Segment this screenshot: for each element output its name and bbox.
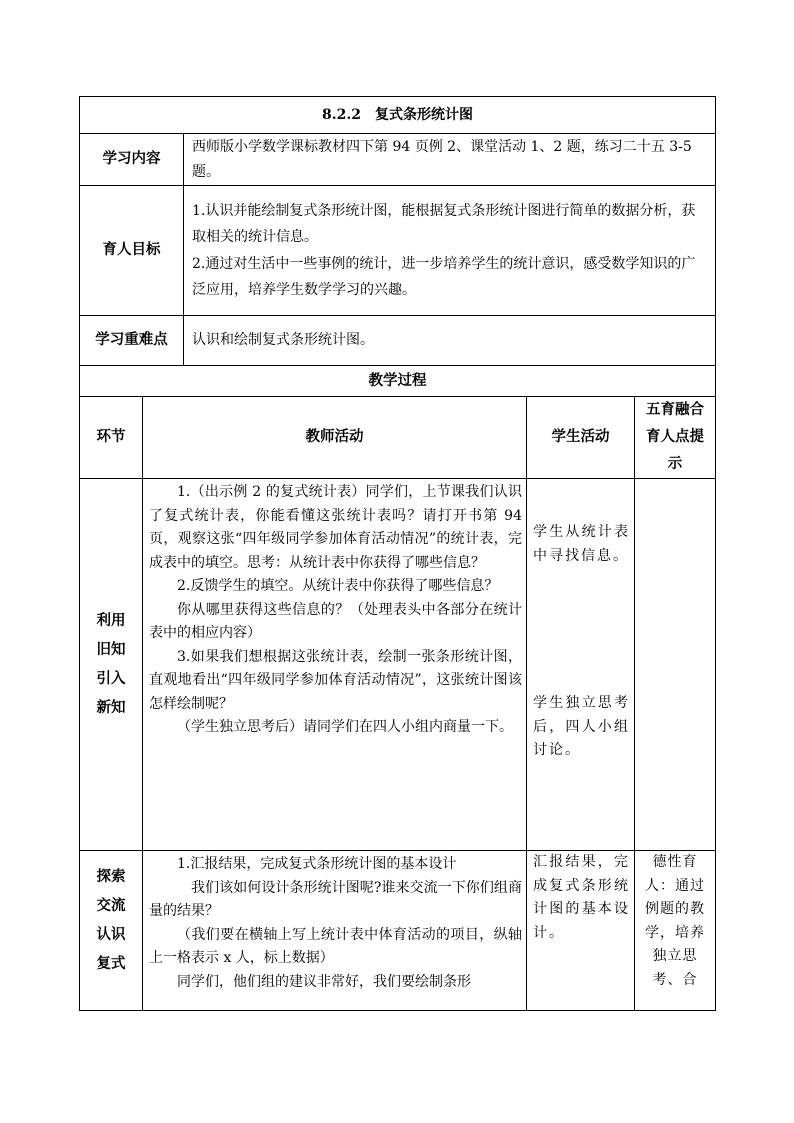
goals-row — [80, 186, 716, 316]
study-content-label: 学习内容 — [80, 134, 184, 186]
teacher-1-para-5: （学生独立思考后）请同学们在四人小组内商量一下。 — [177, 719, 513, 735]
teacher-1-para-1: 1.（出示例 2 的复式统计表）同学们，上节课我们认识了复式统计表，你能看懂这张统计表吗？请打开书第 94 页，观察这张“四年级同学参加体育活动情况”的统计表，完成表中的填空。思考：从统计表中你获得了哪些信息？ — [149, 484, 522, 571]
header-student: 学生活动 — [527, 397, 635, 479]
lesson-plan-page — [79, 96, 715, 1011]
study-content-text: 西师版小学数学课标教材四下第 94 页例 2、课堂活动 1、2 题，练习二十五 3-5 题。 — [184, 134, 716, 186]
teacher-2-para-4: 同学们，他们组的建议非常好，我们要绘制条形 — [177, 973, 471, 990]
teacher-activity-2 — [143, 851, 527, 1011]
teacher-2-para-2: 我们该如何设计条形统计图呢?谁来交流一下你们组商量的结果？ — [149, 879, 522, 919]
goals-text — [184, 186, 716, 316]
study-content-row — [80, 134, 716, 186]
header-stage: 环节 — [80, 397, 143, 479]
teacher-1-para-3: 你从哪里获得这些信息的？（处理表头中各部分在统计表中的相应内容） — [149, 601, 522, 641]
goal-item-2: 2.通过对生活中一些事例的统计，进一步培养学生的统计意识，感受数学知识的广泛应用，培养学生数学学习的兴趣。 — [192, 255, 696, 298]
teacher-activity-1 — [143, 479, 527, 851]
stage-2 — [80, 851, 143, 1011]
tips-2-text: 德性育人：通过例题的教学，培养独立思考、合 — [645, 854, 706, 988]
header-teacher: 教师活动 — [143, 397, 527, 479]
student-1-part-a: 学生从统计表中寻找信息。 — [533, 524, 630, 564]
student-2-text: 汇报结果，完成复式条形统计图的基本设计。 — [533, 854, 630, 941]
process-title-row — [80, 366, 716, 397]
teacher-1-para-4: 3.如果我们想根据这张统计表，绘制一张条形统计图，直观地看出“四年级同学参加体育活动情况”，这张统计图该怎样绘制呢？ — [149, 648, 522, 712]
stage-2-text: 探索交流认识复式 — [96, 869, 126, 972]
process-title: 教学过程 — [80, 366, 716, 397]
student-activity-2 — [527, 851, 635, 1011]
stage-1 — [80, 479, 143, 851]
goals-label: 育人目标 — [80, 186, 184, 316]
teacher-2-para-1: 1.汇报结果，完成复式条形统计图的基本设计 — [177, 856, 457, 872]
header-tips — [635, 397, 716, 479]
key-points-label: 学习重难点 — [80, 316, 184, 366]
process-row-1 — [80, 479, 716, 851]
lesson-plan-table — [79, 96, 716, 1011]
header-tips-text: 五育融合育人点提示 — [646, 402, 705, 472]
key-points-text: 认识和绘制复式条形统计图。 — [184, 316, 716, 366]
tips-1 — [635, 479, 716, 851]
student-1-part-b: 学生独立思考后，四人小组讨论。 — [533, 695, 630, 758]
process-row-2 — [80, 851, 716, 1011]
teacher-1-para-2: 2.反馈学生的填空。从统计表中你获得了哪些信息？ — [177, 578, 499, 594]
teacher-2-para-3: （我们要在横轴上写上统计表中体育活动的项目，纵轴上一格表示 x 人，标上数据） — [149, 926, 522, 966]
process-header-row — [80, 397, 716, 479]
key-points-row — [80, 316, 716, 366]
tips-2 — [635, 851, 716, 1011]
goal-item-1: 1.认识并能绘制复式条形统计图，能根据复式条形统计图进行简单的数据分析，获取相关的统计信息。 — [192, 202, 696, 245]
lesson-title: 8.2.2 复式条形统计图 — [80, 97, 716, 134]
title-row — [80, 97, 716, 134]
stage-1-text: 利用旧知引入新知 — [96, 612, 126, 716]
student-activity-1 — [527, 479, 635, 851]
